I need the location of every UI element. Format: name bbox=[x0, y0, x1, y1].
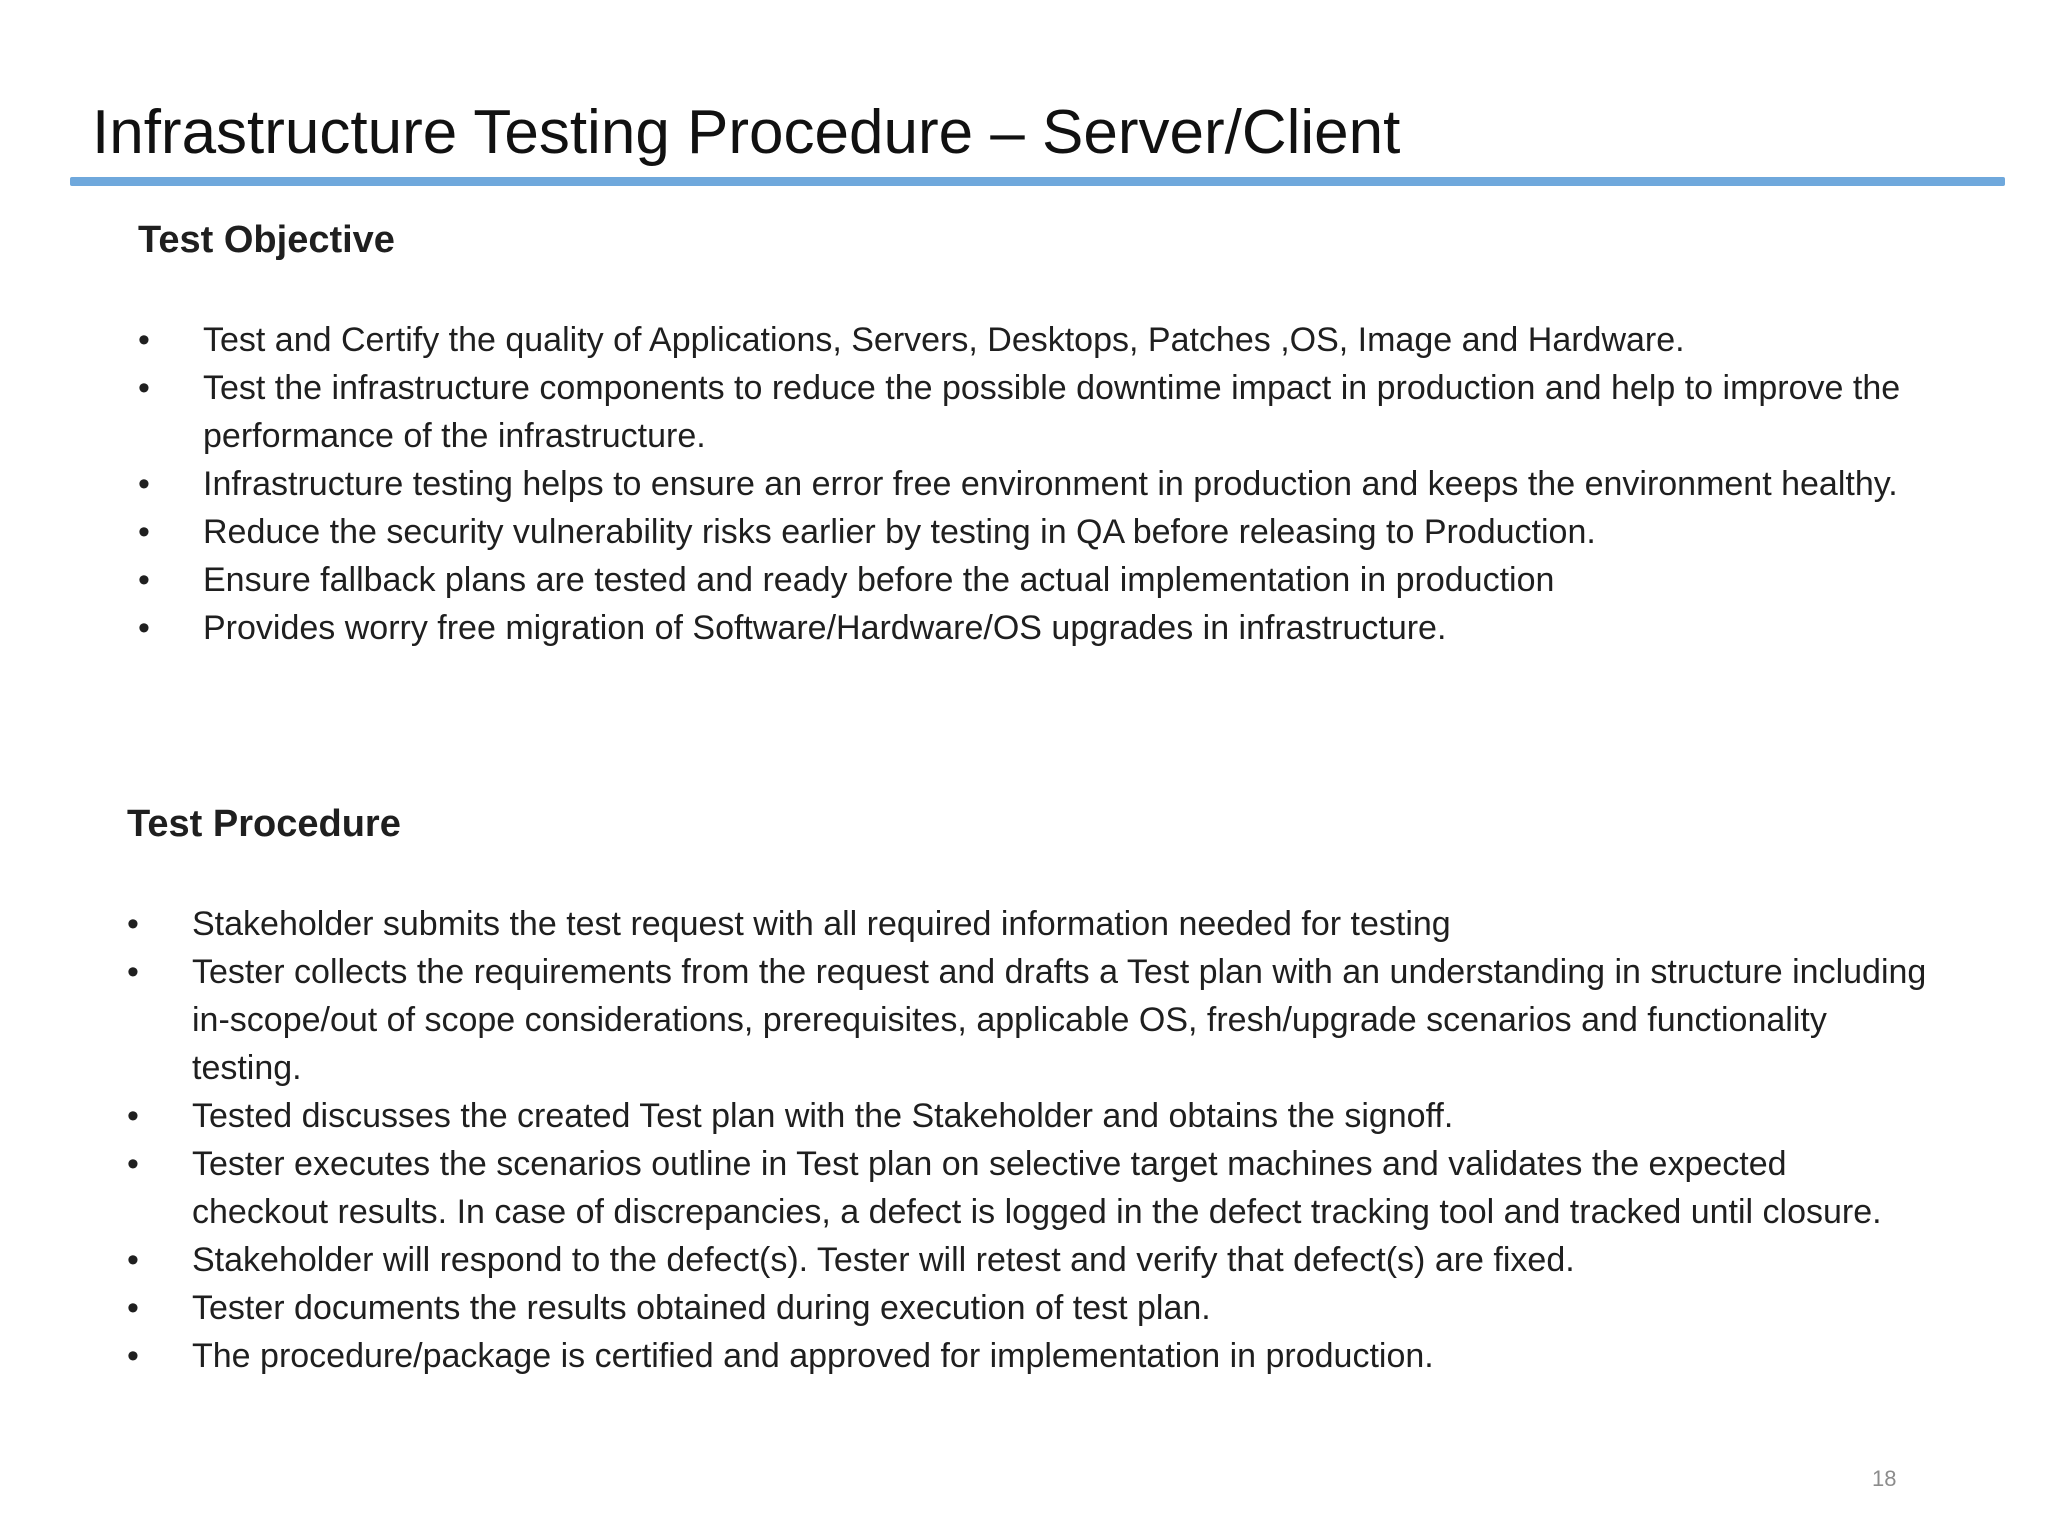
list-item bbox=[127, 1236, 1927, 1284]
bullet-icon: • bbox=[127, 1337, 139, 1375]
bullet-icon: • bbox=[138, 465, 150, 503]
test-procedure-heading: Test Procedure bbox=[127, 803, 401, 845]
bullet-icon: • bbox=[138, 513, 150, 551]
test-procedure-list bbox=[127, 900, 1927, 1380]
list-item-text: Tester collects the requirements from the request and drafts a Test plan with an understanding in structure including in-scope/out of scope considerations, prerequisites, applicable OS, fresh/upgrade scenarios and functionality testing. bbox=[192, 953, 1927, 1087]
list-item bbox=[127, 948, 1927, 1092]
bullet-icon: • bbox=[127, 1097, 139, 1135]
bullet-icon: • bbox=[127, 1289, 139, 1327]
bullet-icon: • bbox=[127, 953, 139, 991]
list-item-text: Test the infrastructure components to reduce the possible downtime impact in production and help to improve the performance of the infrastructure. bbox=[203, 369, 1901, 455]
list-item bbox=[127, 1332, 1927, 1380]
list-item-text: Ensure fallback plans are tested and ready before the actual implementation in production bbox=[203, 561, 1555, 599]
list-item bbox=[138, 556, 1918, 604]
list-item bbox=[127, 900, 1927, 948]
bullet-icon: • bbox=[138, 561, 150, 599]
list-item bbox=[138, 508, 1918, 556]
bullet-icon: • bbox=[127, 1145, 139, 1183]
bullet-icon: • bbox=[138, 609, 150, 647]
list-item-text: Tester executes the scenarios outline in Test plan on selective target machines and validates the expected checkout results. In case of discrepancies, a defect is logged in the defect tracking tool and tracked until closure. bbox=[192, 1145, 1882, 1231]
bullet-icon: • bbox=[138, 321, 150, 359]
bullet-icon: • bbox=[127, 905, 139, 943]
list-item bbox=[127, 1284, 1927, 1332]
list-item-text: Tester documents the results obtained during execution of test plan. bbox=[192, 1289, 1211, 1327]
list-item bbox=[138, 460, 1918, 508]
page-number: 18 bbox=[1872, 1466, 1897, 1491]
list-item-text: The procedure/package is certified and approved for implementation in production. bbox=[192, 1337, 1434, 1375]
list-item bbox=[138, 604, 1918, 652]
list-item-text: Stakeholder will respond to the defect(s). Tester will retest and verify that defect(s) are fixed. bbox=[192, 1241, 1575, 1279]
list-item bbox=[138, 364, 1918, 460]
list-item-text: Provides worry free migration of Software/Hardware/OS upgrades in infrastructure. bbox=[203, 609, 1447, 647]
list-item-text: Stakeholder submits the test request with all required information needed for testing bbox=[192, 905, 1451, 943]
slide-title: Infrastructure Testing Procedure – Server/Client bbox=[92, 98, 1401, 167]
list-item bbox=[127, 1140, 1927, 1236]
test-objective-list bbox=[138, 316, 1918, 652]
list-item-text: Tested discusses the created Test plan with the Stakeholder and obtains the signoff. bbox=[192, 1097, 1454, 1135]
list-item bbox=[138, 316, 1918, 364]
title-underline bbox=[70, 177, 2005, 186]
test-objective-heading: Test Objective bbox=[138, 219, 395, 261]
bullet-icon: • bbox=[138, 369, 150, 407]
list-item-text: Test and Certify the quality of Applications, Servers, Desktops, Patches ,OS, Image and Hardware. bbox=[203, 321, 1685, 359]
list-item-text: Reduce the security vulnerability risks earlier by testing in QA before releasing to Production. bbox=[203, 513, 1596, 551]
bullet-icon: • bbox=[127, 1241, 139, 1279]
list-item-text: Infrastructure testing helps to ensure an error free environment in production and keeps the environment healthy. bbox=[203, 465, 1898, 503]
list-item bbox=[127, 1092, 1927, 1140]
